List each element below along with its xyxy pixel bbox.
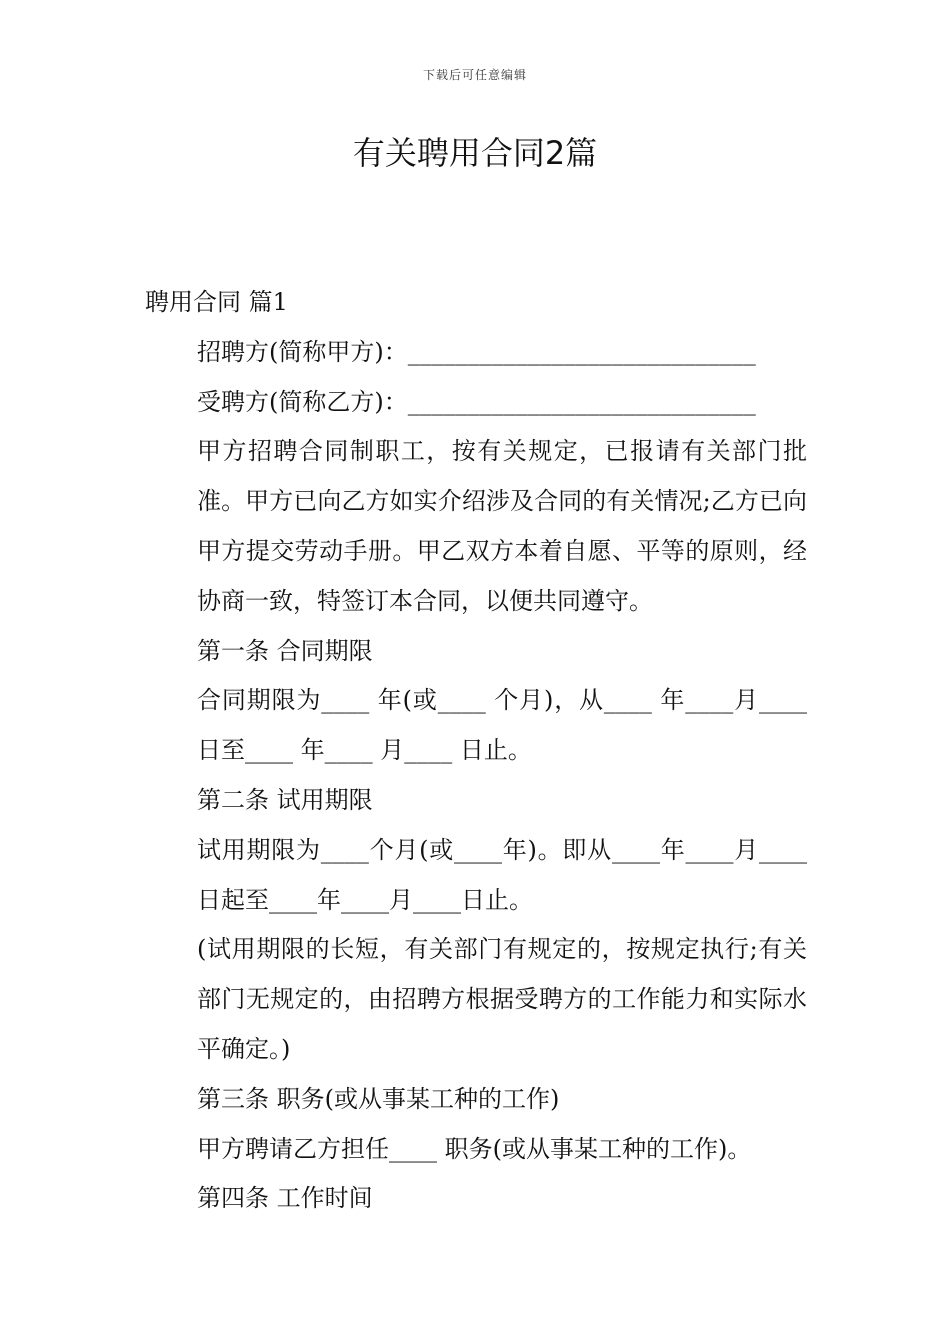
employer-line: 招聘方(简称甲方)：_____________________________ [197, 337, 756, 366]
document-body [145, 278, 815, 1224]
preamble-paragraph: 甲方招聘合同制职工，按有关规定，已报请有关部门批准。甲方已向乙方如实介绍涉及合同的有关情况;乙方已向甲方提交劳动手册。甲乙双方本着自愿、平等的原则，经协商一致，特签订本合同，以便共同遵守。 [197, 437, 807, 615]
article-heading: 第一条 合同期限 [197, 636, 373, 665]
article-paragraph: 试用期限为____个月(或____年)。即从____年____月____日起至____年____月____日止。 [197, 835, 807, 914]
article-paragraph: 甲方聘请乙方担任____ 职务(或从事某工种的工作)。 [197, 1134, 752, 1163]
header-note: 下载后可任意编辑 [422, 68, 527, 82]
document-title: 有关聘用合同2篇 [352, 134, 598, 172]
employee-line: 受聘方(简称乙方)：_____________________________ [197, 387, 756, 416]
article-note-paragraph: (试用期限的长短，有关部门有规定的，按规定执行;有关部门无规定的，由招聘方根据受聘方的工作能力和实际水平确定。) [197, 935, 807, 1063]
article-heading: 第四条 工作时间 [197, 1184, 373, 1213]
article-heading: 第三条 职务(或从事某工种的工作) [197, 1084, 560, 1113]
section-heading: 聘用合同 篇1 [145, 288, 288, 316]
article-heading: 第二条 试用期限 [197, 785, 373, 814]
article-paragraph: 合同期限为____ 年(或____ 个月)，从____ 年____月____ 日至____ 年____ 月____ 日止。 [197, 686, 815, 765]
